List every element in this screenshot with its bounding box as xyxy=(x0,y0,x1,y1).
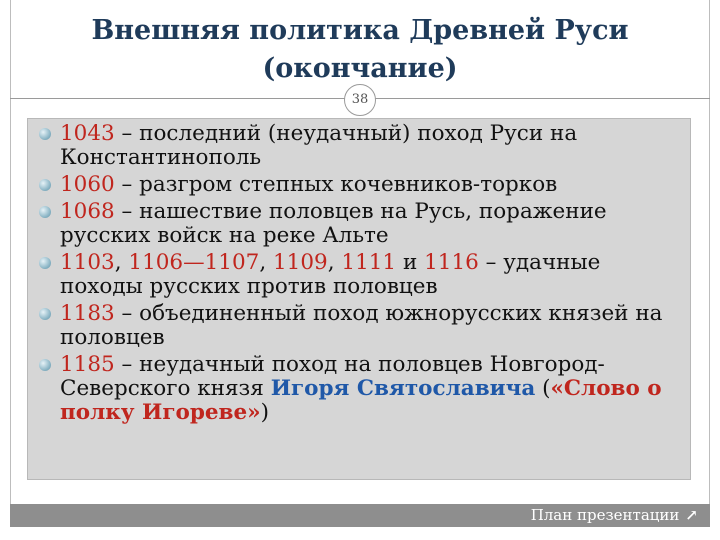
bullet-icon xyxy=(39,359,51,371)
event-text: ) xyxy=(260,400,269,425)
separator: , xyxy=(259,250,273,275)
footer-bar xyxy=(10,504,710,527)
event-text: – удачные походы русских против половцев xyxy=(60,250,601,299)
separator: и xyxy=(396,250,425,275)
event-year: 1043 xyxy=(60,121,115,146)
event-year: 1183 xyxy=(60,301,115,326)
list-item xyxy=(36,251,682,299)
slide-number: 38 xyxy=(344,84,376,116)
bullet-icon xyxy=(39,128,51,140)
literary-work: «Слово о полку Игореве» xyxy=(60,376,662,425)
list-item xyxy=(36,122,682,170)
prince-name: Игоря Святославича xyxy=(270,376,536,401)
event-year: 1060 xyxy=(60,172,115,197)
slide-title xyxy=(10,12,710,88)
list-item xyxy=(36,302,682,350)
bullet-icon xyxy=(39,308,51,320)
event-text: – последний (неудачный) поход Руси на Константинополь xyxy=(60,121,578,170)
event-text: – разгром степных кочевников-торков xyxy=(114,172,558,197)
event-text: – нашествие половцев на Русь, поражение русских войск на реке Альте xyxy=(60,199,607,248)
events-list xyxy=(28,119,690,425)
presentation-plan-link[interactable] xyxy=(531,504,698,527)
separator: , xyxy=(327,250,342,275)
presentation-plan-label: План презентации xyxy=(530,506,680,524)
bullet-icon xyxy=(39,206,51,218)
list-item xyxy=(36,353,682,425)
event-year: 1185 xyxy=(60,352,115,377)
event-text: ( xyxy=(535,376,551,401)
event-text: – неудачный поход на половцев Новгород-Северского князя xyxy=(60,352,605,401)
content-box xyxy=(27,118,691,480)
bullet-icon xyxy=(39,179,51,191)
title-line-2: (окончание) xyxy=(262,53,458,84)
list-item xyxy=(36,200,682,248)
separator: , xyxy=(114,250,129,275)
arrow-up-right-icon: ↗ xyxy=(685,506,698,524)
event-year: 1109 xyxy=(273,250,328,275)
event-text: – объединенный поход южнорусских князей на половцев xyxy=(60,301,663,350)
list-item xyxy=(36,173,682,197)
title-line-1: Внешняя политика Древней Руси xyxy=(91,15,629,46)
event-year: 1111 xyxy=(341,250,397,275)
event-year: 1116 xyxy=(424,250,479,275)
event-year: 1106—1107 xyxy=(128,250,260,275)
bullet-icon xyxy=(39,257,51,269)
event-year: 1103 xyxy=(60,250,115,275)
event-year: 1068 xyxy=(60,199,115,224)
